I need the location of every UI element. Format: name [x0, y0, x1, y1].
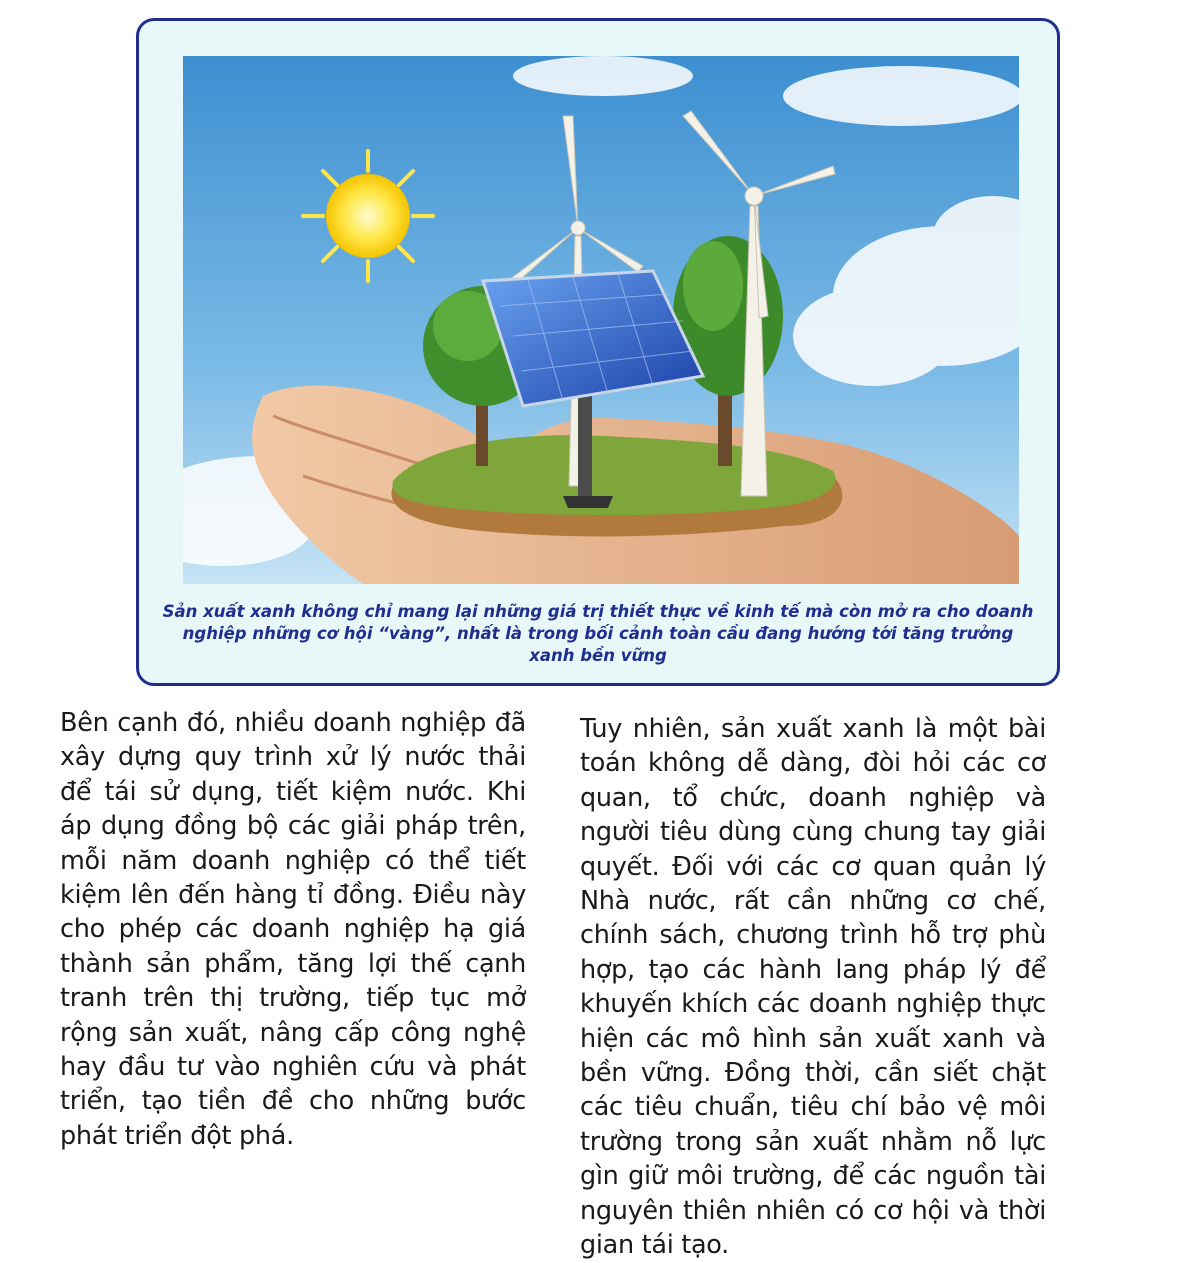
article-right-column: Tuy nhiên, sản xuất xanh là một bài toán không dễ dàng, đòi hỏi các cơ quan, tổ chức, doanh nghiệp và người tiêu dùng cùng chung tay giải quyết. Đối với các cơ quan quản lý Nhà nước, rất cần những cơ chế, chính sách, chương trình hỗ trợ phù hợp, tạo các hành lang pháp lý để khuyến khích các doanh nghiệp thực hiện các mô hình sản xuất xanh và bền vững. Đồng thời, cần siết chặt các tiêu chuẩn, tiêu chí bảo vệ môi trường trong sản xuất nhằm nỗ lực gìn giữ môi trường, để các nguồn tài nguyên thiên nhiên có cơ hội và thời gian tái tạo.	[580, 714, 1046, 1261]
sun-icon	[303, 151, 433, 281]
figure-caption: Sản xuất xanh không chỉ mang lại những giá trị thiết thực về kinh tế mà còn mở ra cho doanh nghiệp những cơ hội “vàng”, nhất là trong bối cảnh toàn cầu đang hướng tới tăng trưởng xanh bền vững	[162, 602, 1034, 665]
figure-box	[136, 18, 1060, 686]
article-left-column: Bên cạnh đó, nhiều doanh nghiệp đã xây dựng quy trình xử lý nước thải để tái sử dụng, tiết kiệm nước. Khi áp dụng đồng bộ các giải pháp trên, mỗi năm doanh nghiệp có thể tiết kiệm lên đến hàng tỉ đồng. Điều này cho phép các doanh nghiệp hạ giá thành sản phẩm, tăng lợi thế cạnh tranh trên thị trường, tiếp tục mở rộng sản xuất, nâng cấp công nghệ hay đầu tư vào nghiên cứu và phát triển, tạo tiền đề cho những bước phát triển đột phá.	[60, 708, 526, 1151]
green-energy-illustration	[183, 56, 1019, 584]
